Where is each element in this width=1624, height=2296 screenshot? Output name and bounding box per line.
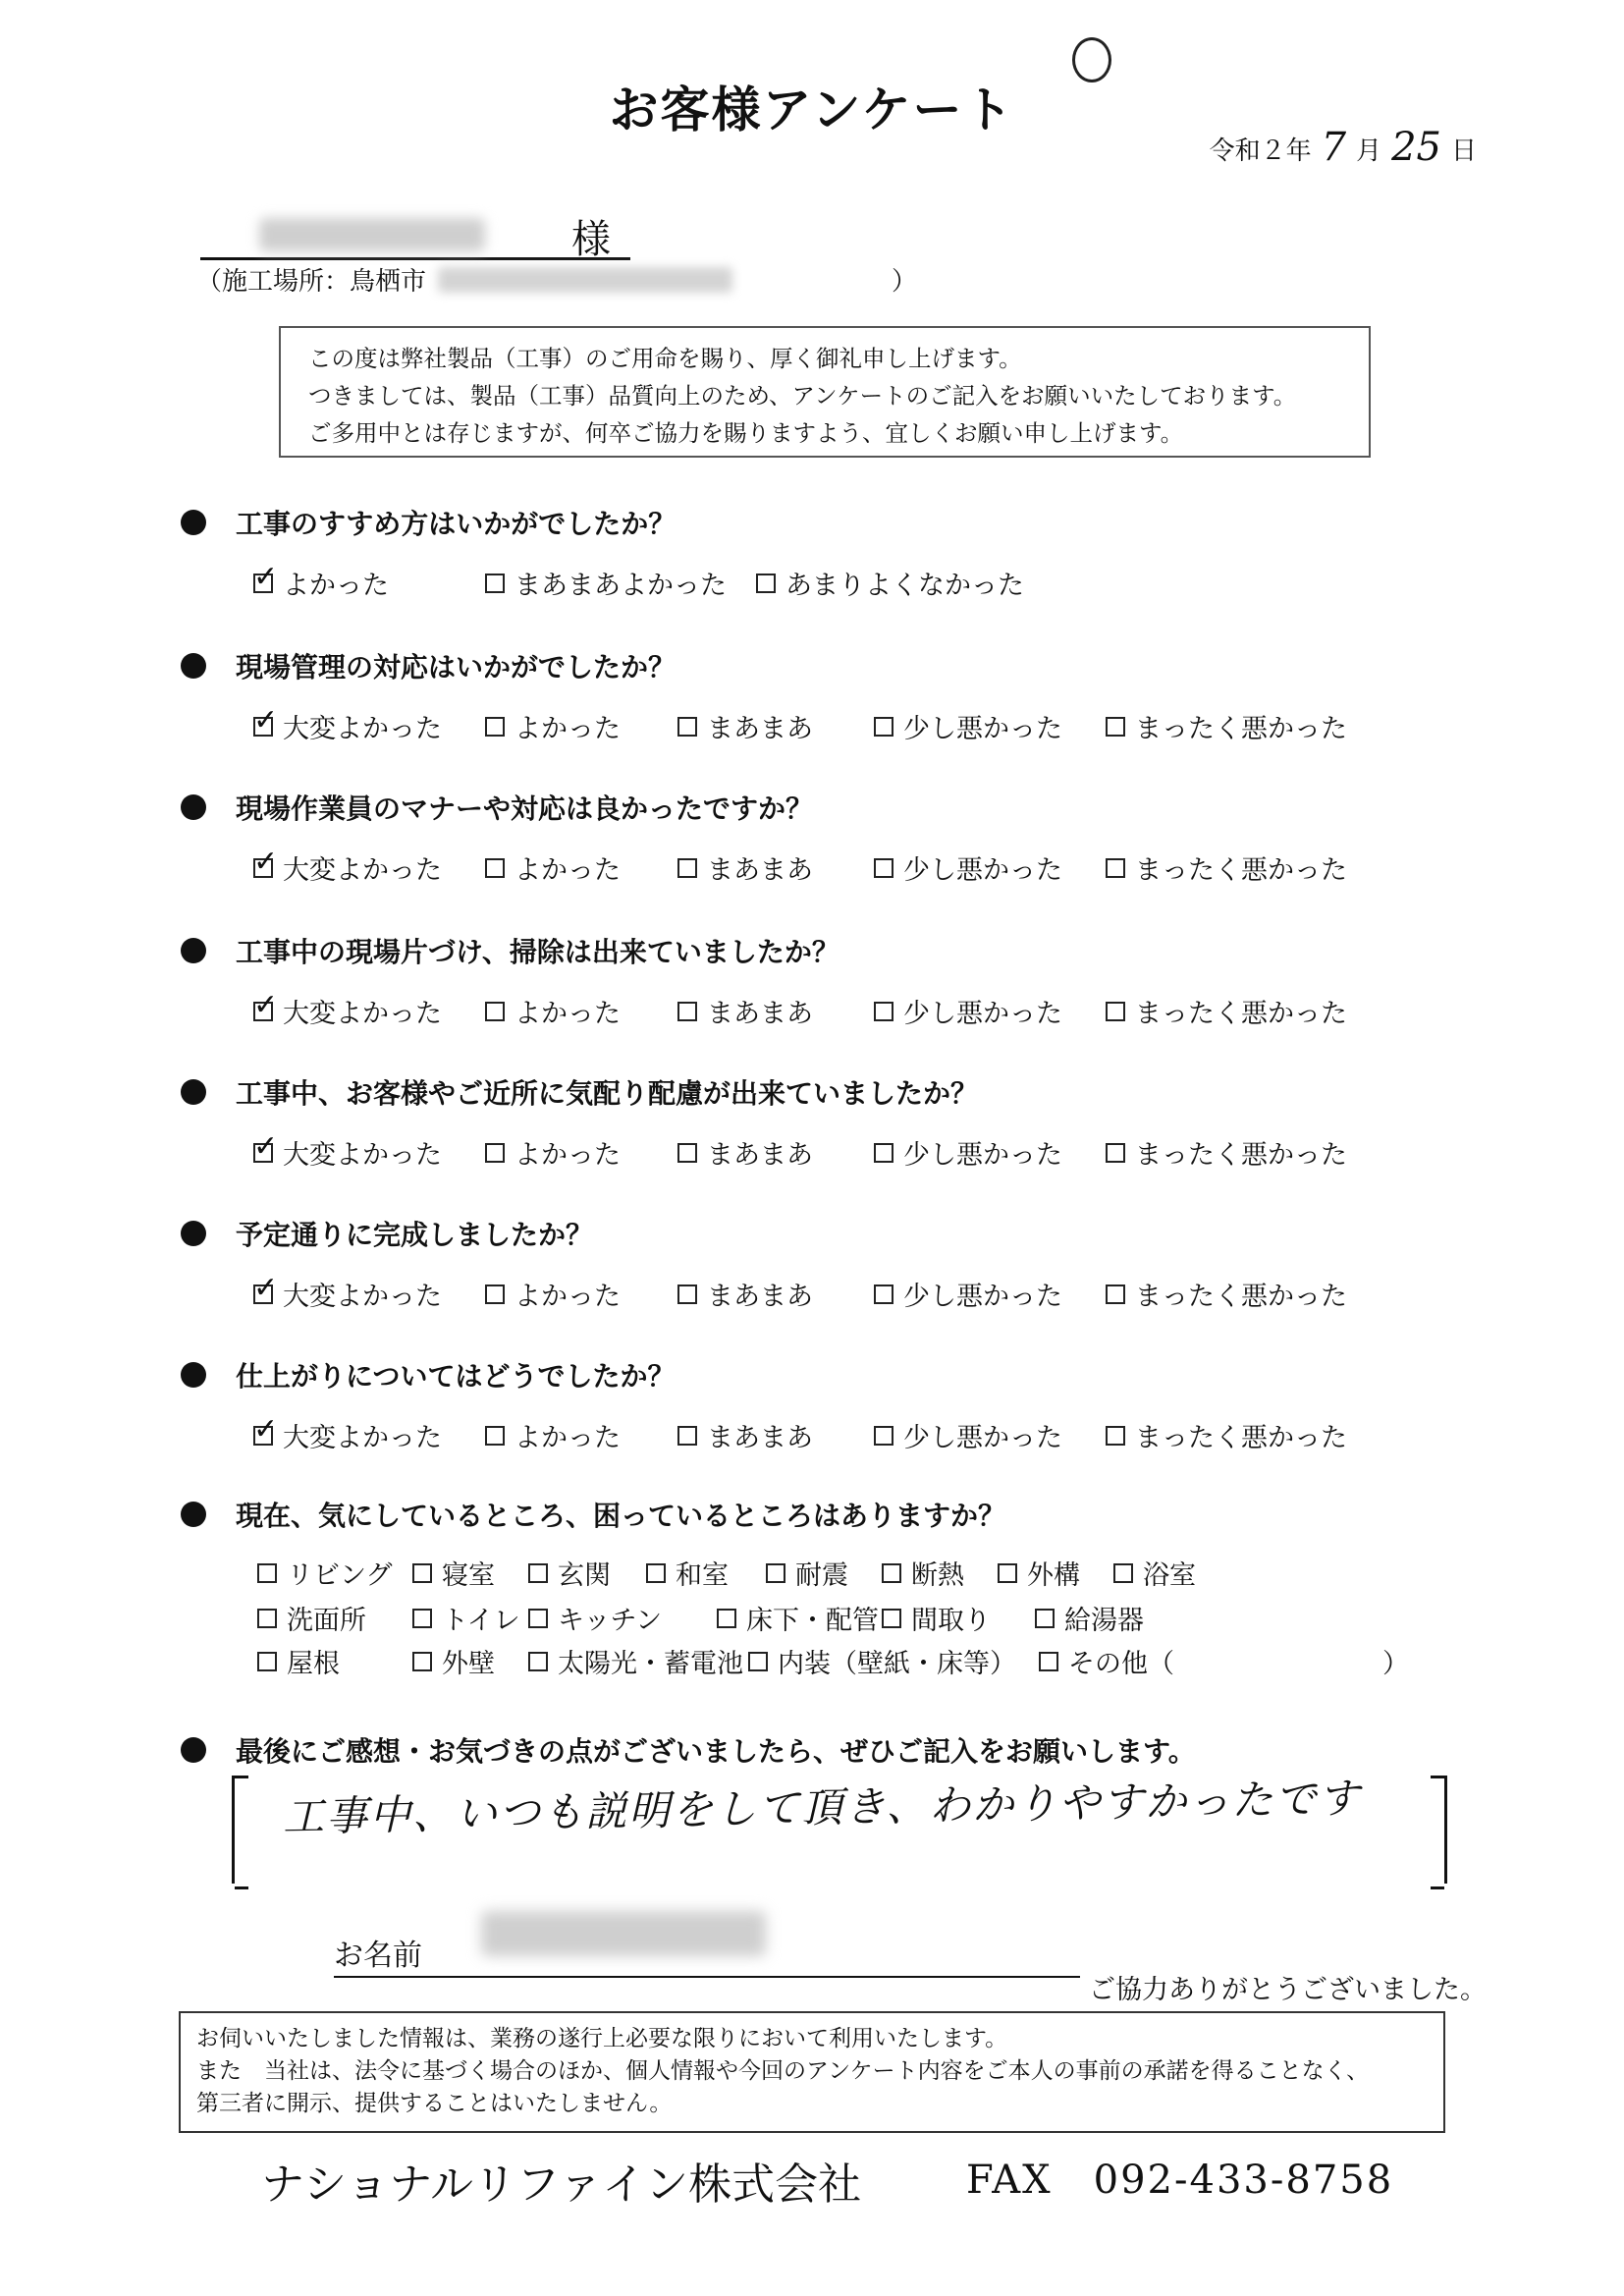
bullet-icon bbox=[181, 653, 206, 679]
option-label: まあまあ bbox=[707, 1140, 813, 1171]
checkbox[interactable] bbox=[717, 1609, 736, 1628]
checkbox[interactable] bbox=[874, 1426, 893, 1446]
option[interactable] bbox=[677, 1133, 813, 1172]
site-close: ） bbox=[892, 267, 918, 297]
concern-option[interactable] bbox=[717, 1599, 879, 1637]
checkbox[interactable] bbox=[677, 858, 697, 878]
checkbox[interactable] bbox=[1113, 1563, 1133, 1583]
checkbox[interactable] bbox=[874, 1002, 893, 1021]
concern-label: 耐震 bbox=[795, 1560, 848, 1591]
option-label: まあまあ bbox=[707, 999, 813, 1029]
question-2 bbox=[181, 646, 676, 685]
checked-checkbox[interactable] bbox=[253, 717, 273, 737]
date-day: 25 bbox=[1391, 125, 1441, 170]
concern-label: 外壁 bbox=[442, 1649, 495, 1679]
checked-checkbox[interactable] bbox=[253, 858, 273, 878]
concern-option[interactable] bbox=[528, 1642, 743, 1680]
checkbox[interactable] bbox=[998, 1563, 1017, 1583]
checkbox[interactable] bbox=[1106, 1002, 1125, 1021]
bullet-icon bbox=[181, 1221, 206, 1246]
option[interactable] bbox=[485, 707, 621, 745]
option-label: 少し悪かった bbox=[903, 855, 1062, 886]
option-label: まったく悪かった bbox=[1135, 714, 1347, 744]
option[interactable] bbox=[756, 564, 1024, 602]
concern-option[interactable] bbox=[528, 1554, 611, 1592]
concern-label: 床下・配管 bbox=[746, 1606, 879, 1636]
option-label: まあまあよかった bbox=[514, 571, 727, 601]
checkbox[interactable] bbox=[882, 1609, 901, 1628]
checkbox[interactable] bbox=[874, 1143, 893, 1163]
site-label: （施工場所： bbox=[196, 267, 351, 297]
bullet-icon bbox=[181, 1362, 206, 1388]
option-label: まあまあ bbox=[707, 1282, 813, 1312]
concern-label: 内装（壁紙・床等） bbox=[778, 1649, 1016, 1679]
concern-option[interactable] bbox=[528, 1599, 662, 1637]
option-label: 少し悪かった bbox=[903, 1423, 1062, 1453]
option-label: まったく悪かった bbox=[1135, 999, 1347, 1029]
form-date bbox=[1209, 125, 1477, 170]
checkbox[interactable] bbox=[677, 717, 697, 737]
question-text: 工事中、お客様やご近所に気配り配慮が出来ていましたか？ bbox=[236, 1077, 979, 1110]
bullet-icon bbox=[181, 1737, 206, 1763]
checkbox[interactable] bbox=[257, 1609, 277, 1628]
question-5 bbox=[181, 1072, 978, 1112]
option[interactable] bbox=[677, 707, 813, 745]
checkbox[interactable] bbox=[528, 1563, 548, 1583]
question-3 bbox=[181, 788, 813, 827]
option[interactable] bbox=[1106, 1275, 1347, 1313]
concern-option[interactable] bbox=[998, 1554, 1080, 1592]
company-name: ナショナルリファイン株式会社 bbox=[261, 2159, 862, 2210]
concern-option[interactable] bbox=[1113, 1554, 1196, 1592]
option[interactable] bbox=[874, 992, 1062, 1030]
option-label: よかった bbox=[514, 1423, 621, 1453]
signature-line[interactable] bbox=[334, 1931, 1080, 1978]
concern-label: 給湯器 bbox=[1064, 1606, 1144, 1636]
checkbox[interactable] bbox=[1106, 1143, 1125, 1163]
redacted-site-address bbox=[438, 267, 732, 293]
checkbox[interactable] bbox=[646, 1563, 666, 1583]
option[interactable] bbox=[253, 707, 442, 745]
concern-option[interactable] bbox=[882, 1599, 991, 1637]
checkbox[interactable] bbox=[412, 1563, 432, 1583]
concern-option[interactable] bbox=[412, 1642, 495, 1680]
concern-label: 浴室 bbox=[1143, 1560, 1196, 1591]
checkbox[interactable] bbox=[485, 1002, 505, 1021]
question-6 bbox=[181, 1214, 593, 1253]
honorific: 様 bbox=[571, 217, 611, 262]
option-label: 大変よかった bbox=[283, 999, 442, 1029]
checked-checkbox[interactable] bbox=[253, 1143, 273, 1163]
option-label: 少し悪かった bbox=[903, 714, 1062, 744]
thanks-message: ご協力ありがとうございました。 bbox=[1089, 1975, 1487, 2005]
question-1 bbox=[181, 503, 676, 542]
checkbox[interactable] bbox=[1106, 717, 1125, 737]
option[interactable] bbox=[485, 564, 727, 602]
question-text: 仕上がりについてはどうでしたか？ bbox=[236, 1360, 676, 1393]
option-label: 大変よかった bbox=[283, 855, 442, 886]
checkbox[interactable] bbox=[528, 1652, 548, 1671]
checkbox[interactable] bbox=[677, 1285, 697, 1304]
intro-line: つきましては、製品（工事）品質向上のため、アンケートのご記入をお願いいたしております。 bbox=[308, 382, 1297, 410]
concern-label: 外構 bbox=[1027, 1560, 1080, 1591]
option-label: 大変よかった bbox=[283, 714, 442, 744]
option[interactable] bbox=[874, 1133, 1062, 1172]
concern-option[interactable] bbox=[257, 1599, 366, 1637]
option[interactable] bbox=[874, 848, 1062, 887]
concern-label: 屋根 bbox=[287, 1649, 340, 1679]
option[interactable] bbox=[874, 1416, 1062, 1454]
form-title: お客様アンケート bbox=[609, 82, 1015, 138]
concern-label: 太陽光・蓄電池 bbox=[558, 1649, 743, 1679]
date-day-unit: 日 bbox=[1450, 137, 1477, 166]
checkbox[interactable] bbox=[485, 574, 505, 593]
option[interactable] bbox=[874, 707, 1062, 745]
comments-question bbox=[181, 1730, 1196, 1770]
intro-line: この度は弊社製品（工事）のご用命を賜り、厚く御礼申し上げます。 bbox=[308, 345, 1022, 372]
bullet-icon bbox=[181, 794, 206, 820]
option[interactable] bbox=[677, 1416, 813, 1454]
checkbox[interactable] bbox=[257, 1563, 277, 1583]
option-label: 少し悪かった bbox=[903, 1282, 1062, 1312]
question-text: 現在、気にしているところ、困っているところはありますか？ bbox=[236, 1500, 1006, 1532]
option[interactable] bbox=[485, 992, 621, 1030]
redacted-signature bbox=[481, 1911, 766, 1956]
question-text: 最後にご感想・お気づきの点がございましたら、ぜひご記入をお願いします。 bbox=[236, 1735, 1196, 1768]
checkbox[interactable] bbox=[882, 1563, 901, 1583]
concern-label: 寝室 bbox=[442, 1560, 495, 1591]
option[interactable] bbox=[485, 1133, 621, 1172]
bullet-icon bbox=[181, 1502, 206, 1527]
construction-site bbox=[196, 261, 917, 298]
privacy-notice bbox=[179, 2011, 1445, 2133]
option-label: まあまあ bbox=[707, 1423, 813, 1453]
checked-checkbox[interactable] bbox=[253, 574, 273, 593]
redacted-customer-name bbox=[259, 218, 485, 251]
option-label: まあまあ bbox=[707, 714, 813, 744]
option[interactable] bbox=[485, 848, 621, 887]
concern-option[interactable] bbox=[257, 1554, 392, 1592]
checkbox[interactable] bbox=[748, 1652, 768, 1671]
intro-message-box bbox=[279, 326, 1371, 458]
checkbox[interactable] bbox=[874, 717, 893, 737]
option-label: よかった bbox=[514, 1282, 621, 1312]
notice-line: また 当社は、法令に基づく場合のほか、個人情報や今回のアンケート内容をご本人の事前の承諾を得ることなく、 bbox=[196, 2058, 1370, 2084]
option-label: 大変よかった bbox=[283, 1423, 442, 1453]
concern-label: キッチン bbox=[558, 1606, 663, 1636]
bullet-icon bbox=[181, 510, 206, 535]
checkbox[interactable] bbox=[756, 574, 776, 593]
option-label: よかった bbox=[514, 1140, 621, 1171]
option[interactable] bbox=[253, 1133, 442, 1172]
option-label: まったく悪かった bbox=[1135, 1140, 1347, 1171]
notice-line: 第三者に開示、提供することはいたしません。 bbox=[196, 2091, 673, 2116]
concern-label: 間取り bbox=[911, 1606, 991, 1636]
concern-option[interactable] bbox=[257, 1642, 340, 1680]
concern-option[interactable] bbox=[748, 1642, 1016, 1680]
checkbox[interactable] bbox=[485, 1426, 505, 1446]
checkbox[interactable] bbox=[1039, 1652, 1058, 1671]
concern-option[interactable] bbox=[766, 1554, 848, 1592]
checkbox[interactable] bbox=[485, 1285, 505, 1304]
concern-label: 洗面所 bbox=[287, 1606, 366, 1636]
concern-option[interactable] bbox=[412, 1554, 495, 1592]
date-era: 令和２年 bbox=[1209, 137, 1312, 166]
concern-option[interactable] bbox=[882, 1554, 964, 1592]
checkbox[interactable] bbox=[485, 858, 505, 878]
option[interactable] bbox=[253, 992, 442, 1030]
concern-label: 玄関 bbox=[558, 1560, 611, 1591]
option-label: あまりよくなかった bbox=[785, 571, 1024, 601]
question-text: 工事のすすめ方はいかがでしたか？ bbox=[236, 508, 677, 540]
other-close-paren: ） bbox=[1382, 1649, 1409, 1679]
concern-option[interactable] bbox=[1035, 1599, 1144, 1637]
circle-stamp-mark bbox=[1072, 37, 1111, 82]
option[interactable] bbox=[253, 848, 442, 887]
checkbox[interactable] bbox=[1035, 1609, 1055, 1628]
checkbox[interactable] bbox=[677, 1002, 697, 1021]
concern-label: 断熱 bbox=[911, 1560, 964, 1591]
option[interactable] bbox=[253, 1275, 442, 1313]
question-text: 現場管理の対応はいかがでしたか？ bbox=[236, 651, 677, 683]
checkbox[interactable] bbox=[1106, 1285, 1125, 1304]
option-label: まったく悪かった bbox=[1135, 1423, 1347, 1453]
date-month-unit: 月 bbox=[1356, 137, 1382, 166]
option-label: よかった bbox=[514, 714, 621, 744]
question-text: 工事中の現場片づけ、掃除は出来ていましたか？ bbox=[236, 936, 839, 968]
concern-option[interactable] bbox=[412, 1599, 520, 1637]
bullet-icon bbox=[181, 938, 206, 963]
option[interactable] bbox=[485, 1416, 621, 1454]
question-4 bbox=[181, 931, 839, 970]
concern-option[interactable] bbox=[1039, 1642, 1174, 1680]
option[interactable] bbox=[253, 1416, 442, 1454]
concern-label: 和室 bbox=[676, 1560, 729, 1591]
option-label: 大変よかった bbox=[283, 1140, 442, 1171]
notice-line: お伺いいたしました情報は、業務の遂行上必要な限りにおいて利用いたします。 bbox=[196, 2026, 1008, 2051]
site-city: 鳥栖市 bbox=[350, 267, 427, 297]
option[interactable] bbox=[1106, 848, 1347, 887]
checkbox[interactable] bbox=[1106, 858, 1125, 878]
question-text: 予定通りに完成しましたか？ bbox=[236, 1219, 594, 1251]
option-label: よかった bbox=[514, 855, 621, 886]
checked-checkbox[interactable] bbox=[253, 1002, 273, 1021]
option-label: まあまあ bbox=[707, 855, 813, 886]
recipient-name-line bbox=[200, 208, 630, 260]
date-month: 7 bbox=[1321, 125, 1347, 170]
option[interactable] bbox=[485, 1275, 621, 1313]
option-label: まったく悪かった bbox=[1135, 1282, 1347, 1312]
checkbox[interactable] bbox=[766, 1563, 785, 1583]
option[interactable] bbox=[874, 1275, 1062, 1313]
option[interactable] bbox=[677, 1275, 813, 1313]
option-label: 大変よかった bbox=[283, 1282, 442, 1312]
option[interactable] bbox=[677, 848, 813, 887]
checkbox[interactable] bbox=[528, 1609, 548, 1628]
option-label: まったく悪かった bbox=[1135, 855, 1347, 886]
checkbox[interactable] bbox=[677, 1426, 697, 1446]
checked-checkbox[interactable] bbox=[253, 1285, 273, 1304]
checkbox[interactable] bbox=[412, 1652, 432, 1671]
concern-label: トイレ bbox=[442, 1606, 520, 1636]
option-label: 少し悪かった bbox=[903, 999, 1062, 1029]
option-label: よかった bbox=[514, 999, 621, 1029]
option-label: 少し悪かった bbox=[903, 1140, 1062, 1171]
question-7 bbox=[181, 1355, 675, 1394]
checkbox[interactable] bbox=[874, 858, 893, 878]
option-label: よかった bbox=[283, 571, 389, 601]
concern-option[interactable] bbox=[646, 1554, 729, 1592]
bullet-icon bbox=[181, 1079, 206, 1105]
checkbox[interactable] bbox=[257, 1652, 277, 1671]
concern-label: その他（ bbox=[1068, 1649, 1174, 1679]
comment-answer: 工事中、いつも説明をして頂き、わかりやすかったです bbox=[282, 1774, 1362, 1841]
checked-checkbox[interactable] bbox=[253, 1426, 273, 1446]
checkbox[interactable] bbox=[485, 1143, 505, 1163]
checkbox[interactable] bbox=[1106, 1426, 1125, 1446]
option[interactable] bbox=[1106, 992, 1347, 1030]
option[interactable] bbox=[1106, 1416, 1347, 1454]
intro-line: ご多用中とは存じますが、何卒ご協力を賜りますよう、宜しくお願い申し上げます。 bbox=[308, 419, 1184, 447]
question-text: 現場作業員のマナーや対応は良かったですか？ bbox=[236, 793, 814, 825]
concern-label: リビング bbox=[287, 1560, 393, 1591]
checkbox[interactable] bbox=[677, 1143, 697, 1163]
concerns-question bbox=[181, 1495, 1005, 1534]
option[interactable] bbox=[1106, 707, 1347, 745]
checkbox[interactable] bbox=[874, 1285, 893, 1304]
option[interactable] bbox=[1106, 1133, 1347, 1172]
fax-number: FAX 092-433-8758 bbox=[966, 2158, 1394, 2203]
option[interactable] bbox=[253, 564, 389, 602]
signature-label: お名前 bbox=[334, 1939, 422, 1973]
option[interactable] bbox=[677, 992, 813, 1030]
checkbox[interactable] bbox=[485, 717, 505, 737]
checkbox[interactable] bbox=[412, 1609, 432, 1628]
